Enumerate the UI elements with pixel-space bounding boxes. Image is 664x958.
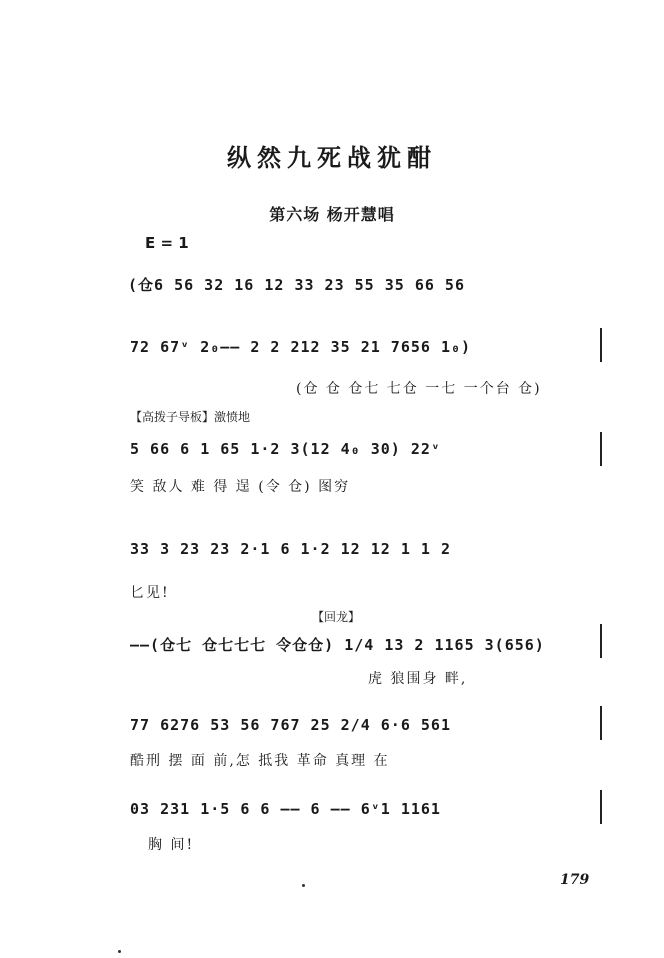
bar-line [600, 706, 602, 740]
bar-line [600, 790, 602, 824]
scene-subtitle: 第六场 杨开慧唱 [269, 205, 395, 224]
notation-line-1: (仓6 56 32 16 12 33 23 55 35 66 56 [128, 276, 465, 294]
page-title: 纵然九死战犹酣 [227, 143, 437, 172]
lyrics-line-8: 酷刑 摆 面 前,怎 抵我 革命 真理 在 [130, 753, 390, 769]
lyrics-line-9: 胸 间! [148, 837, 195, 853]
percussion-line-2: (仓 仓 仓七 七仓 一七 一个台 仓) [296, 381, 542, 397]
lyrics-line-7: 虎 狼围身 畔, [368, 671, 468, 687]
key-signature: E = 1 [145, 234, 189, 252]
notation-line-7: ——(仓七 仓七七七 令仓仓) 1/4 13 2 1165 3(656) [130, 636, 545, 654]
scan-speck [302, 884, 305, 887]
scan-speck [118, 950, 121, 953]
bar-line [600, 328, 602, 362]
section-tag-gaobozi: 【高拨子导板】激愤地 [130, 410, 251, 424]
notation-line-8: 77 6276 53 56 767 25 2/4 6·6 561 [130, 716, 451, 734]
lyrics-line-6: 匕见! [130, 585, 170, 601]
notation-line-4: 5 66 6 1 65 1·2 3(12 4₀ 30) 22ᵛ [130, 440, 441, 458]
page-number: 179 [560, 872, 590, 888]
notation-line-5: 33 3 23 23 2·1 6 1·2 12 12 1 1 2 [130, 540, 451, 558]
bar-line [600, 624, 602, 658]
notation-line-2: 72 67ᵛ 2₀—— 2 2 212 35 21 7656 1₀) [130, 338, 472, 356]
bar-line [600, 432, 602, 466]
notation-line-9: 03 231 1·5 6 6 —— 6 —— 6ᵛ1 1161 [130, 800, 441, 818]
section-tag-huilong: 【回龙】 [312, 610, 361, 624]
lyrics-line-4: 笑 敌人 难 得 逞 (令 仓) 图穷 [130, 479, 351, 495]
